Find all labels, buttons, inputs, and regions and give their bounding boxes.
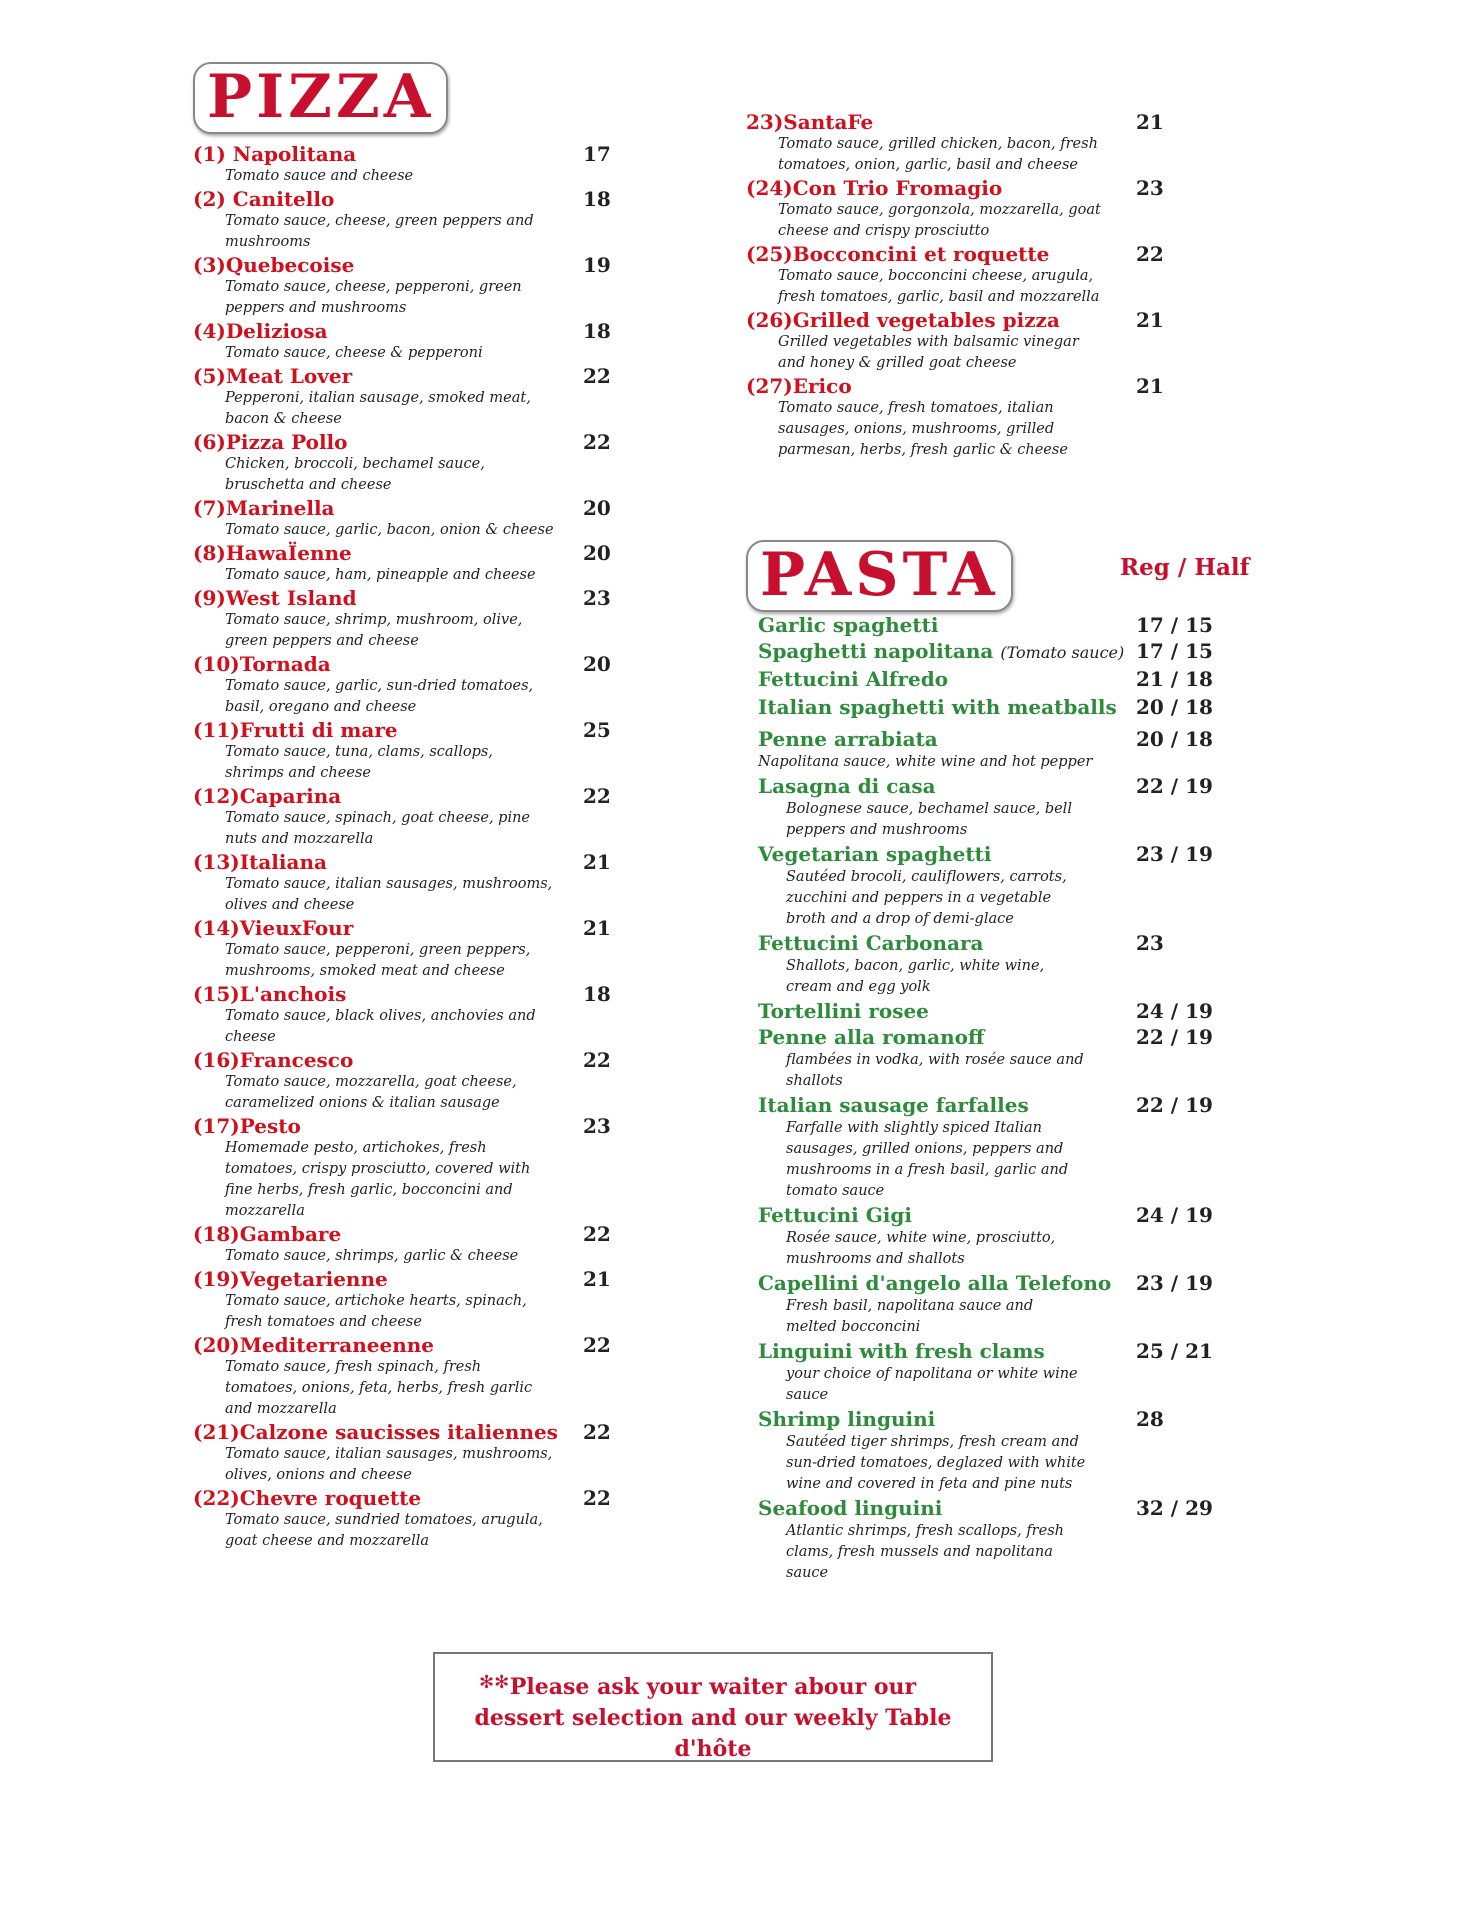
menu-item bbox=[746, 308, 1306, 374]
item-name bbox=[758, 1202, 1306, 1228]
menu-item bbox=[193, 187, 633, 253]
item-price: 22 bbox=[583, 1222, 611, 1246]
notice-line-1: Please ask your waiter abour our bbox=[509, 1674, 917, 1700]
item-name: (14)VieuxFour bbox=[193, 916, 354, 940]
item-name: (5)Meat Lover bbox=[193, 364, 353, 388]
item-price: 32 / 29 bbox=[1136, 1496, 1213, 1520]
item-price: 24 / 19 bbox=[1136, 999, 1213, 1023]
item-description: Sautéed tiger shrimps, fresh cream and sun-dried tomatoes, deglazed with white wine and covered in feta and pine nuts bbox=[786, 1434, 1086, 1492]
item-description: Tomato sauce, italian sausages, mushrooms, olives, onions and cheese bbox=[225, 1446, 553, 1483]
item-price: 24 / 19 bbox=[1136, 1203, 1213, 1227]
item-name: (22)Chevre roquette bbox=[193, 1486, 422, 1510]
item-name bbox=[758, 612, 1306, 638]
item-name-text: Penne alla romanoff bbox=[758, 1025, 985, 1049]
item-name-text: Fettucini Carbonara bbox=[758, 931, 984, 955]
item-name: (25)Bocconcini et roquette bbox=[746, 242, 1050, 266]
item-price: 22 bbox=[583, 784, 611, 808]
item-price: 19 bbox=[583, 253, 611, 277]
item-description: Tomato sauce, spinach, goat cheese, pine nuts and mozzarella bbox=[225, 810, 530, 847]
item-name-text: Tortellini rosee bbox=[758, 999, 929, 1023]
item-name bbox=[758, 998, 1306, 1024]
menu-item bbox=[746, 1092, 1306, 1202]
item-description: Rosée sauce, white wine, prosciutto, mushrooms and shallots bbox=[786, 1230, 1056, 1267]
item-name-text: Seafood linguini bbox=[758, 1496, 943, 1520]
item-description: Bolognese sauce, bechamel sauce, bell peppers and mushrooms bbox=[786, 801, 1072, 838]
item-description: Tomato sauce, tuna, clams, scallops, shrimps and cheese bbox=[225, 744, 493, 781]
menu-item bbox=[746, 1406, 1306, 1495]
menu-item bbox=[746, 612, 1306, 638]
item-name bbox=[758, 1406, 1306, 1432]
item-description: Sautéed brocoli, cauliflowers, carrots, zucchini and peppers in a vegetable broth and a drop of demi-glace bbox=[786, 869, 1067, 927]
item-name: (3)Quebecoise bbox=[193, 253, 355, 277]
menu-item bbox=[746, 930, 1306, 998]
item-price: 21 bbox=[1136, 110, 1164, 134]
item-price: 18 bbox=[583, 319, 611, 343]
item-price: 23 bbox=[583, 586, 611, 610]
item-description: Tomato sauce, ham, pineapple and cheese bbox=[225, 567, 536, 583]
item-name: (15)L'anchois bbox=[193, 982, 347, 1006]
item-description: Grilled vegetables with balsamic vinegar and honey & grilled goat cheese bbox=[778, 334, 1079, 371]
item-description: Tomato sauce, black olives, anchovies and cheese bbox=[225, 1008, 536, 1045]
item-name bbox=[758, 638, 1306, 666]
item-name-text: Fettucini Alfredo bbox=[758, 667, 949, 691]
item-name bbox=[758, 1495, 1306, 1521]
item-name: (16)Francesco bbox=[193, 1048, 354, 1072]
item-description: Pepperoni, italian sausage, smoked meat, bacon & cheese bbox=[225, 390, 531, 427]
item-name bbox=[758, 773, 1306, 799]
item-price: 23 bbox=[1136, 931, 1164, 955]
menu-item bbox=[746, 1270, 1306, 1338]
item-name-text: Lasagna di casa bbox=[758, 774, 936, 798]
item-name-text: Shrimp linguini bbox=[758, 1407, 936, 1431]
asterisk-icon: ✻✻ bbox=[479, 1672, 510, 1693]
item-price: 23 bbox=[1136, 176, 1164, 200]
item-name: (10)Tornada bbox=[193, 652, 331, 676]
menu-item bbox=[193, 253, 633, 319]
item-name: (11)Frutti di mare bbox=[193, 718, 398, 742]
item-price: 21 bbox=[1136, 374, 1164, 398]
item-description: Tomato sauce, cheese, green peppers and mushrooms bbox=[225, 213, 534, 250]
menu-item bbox=[746, 841, 1306, 930]
pasta-section bbox=[746, 540, 1306, 1584]
item-price: 18 bbox=[583, 982, 611, 1006]
item-name bbox=[758, 726, 1306, 752]
item-price: 22 / 19 bbox=[1136, 1093, 1213, 1117]
item-price: 22 / 19 bbox=[1136, 774, 1213, 798]
item-note: (Tomato sauce) bbox=[1000, 643, 1125, 662]
item-name: (17)Pesto bbox=[193, 1114, 301, 1138]
item-description: Tomato sauce, mozzarella, goat cheese, caramelized onions & italian sausage bbox=[225, 1074, 517, 1111]
item-description: Tomato sauce, sundried tomatoes, arugula, goat cheese and mozzarella bbox=[225, 1512, 543, 1549]
menu-item bbox=[193, 1222, 633, 1267]
menu-item bbox=[746, 1495, 1306, 1584]
item-name: (7)Marinella bbox=[193, 496, 335, 520]
item-price: 20 / 18 bbox=[1136, 727, 1213, 751]
reg-half-label: Reg / Half bbox=[1120, 554, 1250, 581]
item-name: (4)Deliziosa bbox=[193, 319, 328, 343]
item-name bbox=[758, 841, 1306, 867]
item-description: Atlantic shrimps, fresh scallops, fresh clams, fresh mussels and napolitana sauce bbox=[786, 1523, 1064, 1581]
item-name: (26)Grilled vegetables pizza bbox=[746, 308, 1060, 332]
item-name-text: Italian spaghetti with meatballs bbox=[758, 695, 1117, 719]
item-price: 22 bbox=[583, 1048, 611, 1072]
menu-item bbox=[746, 773, 1306, 841]
pizza-section-continued bbox=[746, 110, 1306, 461]
item-name-text: Vegetarian spaghetti bbox=[758, 842, 992, 866]
menu-item bbox=[746, 1202, 1306, 1270]
pizza-title: PIZZA bbox=[207, 62, 435, 132]
item-description: Farfalle with slightly spiced Italian sausages, grilled onions, peppers and mushrooms in a fresh basil, garlic and tomato sauce bbox=[786, 1120, 1069, 1199]
item-name bbox=[758, 1270, 1306, 1296]
menu-item bbox=[193, 319, 633, 364]
dessert-notice bbox=[433, 1652, 993, 1762]
menu-item bbox=[193, 850, 633, 916]
item-name: (27)Erico bbox=[746, 374, 852, 398]
pasta-header bbox=[746, 540, 1306, 610]
item-price: 22 bbox=[583, 430, 611, 454]
item-description: Tomato sauce, shrimp, mushroom, olive, green peppers and cheese bbox=[225, 612, 523, 649]
item-name-text: Linguini with fresh clams bbox=[758, 1339, 1045, 1363]
item-price: 20 bbox=[583, 541, 611, 565]
item-description: Napolitana sauce, white wine and hot pepper bbox=[758, 754, 1093, 770]
item-description: Tomato sauce and cheese bbox=[225, 168, 414, 184]
menu-item bbox=[746, 726, 1306, 773]
menu-item bbox=[193, 1333, 633, 1420]
item-price: 21 / 18 bbox=[1136, 667, 1213, 691]
item-price: 22 / 19 bbox=[1136, 1025, 1213, 1049]
item-description: Homemade pesto, artichokes, fresh tomatoes, crispy prosciutto, covered with fine herbs, fresh garlic, bocconcini and mozzarella bbox=[225, 1140, 531, 1219]
menu-item bbox=[193, 1267, 633, 1333]
menu-item bbox=[193, 652, 633, 718]
item-name: 23)SantaFe bbox=[746, 110, 874, 134]
menu-item bbox=[746, 666, 1306, 692]
item-name-text: Fettucini Gigi bbox=[758, 1203, 912, 1227]
item-description: Tomato sauce, artichoke hearts, spinach, fresh tomatoes and cheese bbox=[225, 1293, 527, 1330]
item-name-text: Penne arrabiata bbox=[758, 727, 938, 751]
item-name-text: Garlic spaghetti bbox=[758, 613, 939, 637]
pizza-list bbox=[193, 142, 633, 1552]
pizza-title-box bbox=[193, 62, 448, 134]
item-price: 20 / 18 bbox=[1136, 695, 1213, 719]
item-price: 23 / 19 bbox=[1136, 842, 1213, 866]
item-price: 23 bbox=[583, 1114, 611, 1138]
item-description: Tomato sauce, bocconcini cheese, arugula, fresh tomatoes, garlic, basil and mozzarella bbox=[778, 268, 1100, 305]
item-price: 17 bbox=[583, 142, 611, 166]
item-description: Tomato sauce, garlic, bacon, onion & cheese bbox=[225, 522, 554, 538]
menu-item bbox=[193, 496, 633, 541]
item-name: (2) Canitello bbox=[193, 187, 335, 211]
notice-line-2: dessert selection and our weekly Table d'hôte bbox=[474, 1705, 952, 1762]
item-description: Tomato sauce, shrimps, garlic & cheese bbox=[225, 1248, 519, 1264]
item-name bbox=[758, 666, 1306, 692]
menu-item bbox=[746, 1024, 1306, 1092]
item-price: 25 / 21 bbox=[1136, 1339, 1213, 1363]
menu-item bbox=[746, 176, 1306, 242]
item-description: Tomato sauce, fresh spinach, fresh tomatoes, onions, feta, herbs, fresh garlic and mozzarella bbox=[225, 1359, 533, 1417]
menu-item bbox=[193, 586, 633, 652]
menu-item bbox=[193, 541, 633, 586]
item-description: Tomato sauce, garlic, sun-dried tomatoes, basil, oregano and cheese bbox=[225, 678, 534, 715]
item-price: 21 bbox=[1136, 308, 1164, 332]
menu-item bbox=[193, 916, 633, 982]
item-price: 22 bbox=[583, 1333, 611, 1357]
menu-item bbox=[746, 1338, 1306, 1406]
pasta-title: PASTA bbox=[760, 540, 999, 610]
item-price: 23 / 19 bbox=[1136, 1271, 1213, 1295]
item-price: 21 bbox=[583, 916, 611, 940]
item-price: 17 / 15 bbox=[1136, 613, 1213, 637]
item-price: 22 bbox=[583, 1420, 611, 1444]
pasta-list bbox=[746, 612, 1306, 1584]
pizza-list-continued bbox=[746, 110, 1306, 461]
item-price: 17 / 15 bbox=[1136, 639, 1213, 663]
item-price: 25 bbox=[583, 718, 611, 742]
item-name: (13)Italiana bbox=[193, 850, 327, 874]
pizza-section bbox=[193, 62, 633, 1552]
item-name: (12)Caparina bbox=[193, 784, 342, 808]
menu-item bbox=[193, 718, 633, 784]
item-name bbox=[758, 1338, 1306, 1364]
item-price: 21 bbox=[583, 850, 611, 874]
item-name: (19)Vegetarienne bbox=[193, 1267, 388, 1291]
menu-item bbox=[193, 1420, 633, 1486]
item-name: (8)HawaÏenne bbox=[193, 541, 352, 565]
menu-item bbox=[746, 638, 1306, 666]
item-name: (6)Pizza Pollo bbox=[193, 430, 348, 454]
item-name bbox=[758, 1092, 1306, 1118]
item-name: (18)Gambare bbox=[193, 1222, 342, 1246]
menu-item bbox=[193, 1114, 633, 1222]
menu-item bbox=[193, 430, 633, 496]
item-name: (21)Calzone saucisses italiennes bbox=[193, 1420, 558, 1444]
item-description: Tomato sauce, cheese & pepperoni bbox=[225, 345, 483, 361]
pasta-title-box bbox=[746, 540, 1013, 612]
item-description: Chicken, broccoli, bechamel sauce, bruschetta and cheese bbox=[225, 456, 485, 493]
item-price: 22 bbox=[583, 1486, 611, 1510]
item-price: 22 bbox=[1136, 242, 1164, 266]
item-price: 28 bbox=[1136, 1407, 1164, 1431]
item-description: Tomato sauce, pepperoni, green peppers, mushrooms, smoked meat and cheese bbox=[225, 942, 531, 979]
menu-item bbox=[193, 364, 633, 430]
item-description: Fresh basil, napolitana sauce and melted bocconcini bbox=[786, 1298, 1034, 1335]
item-name bbox=[758, 1024, 1306, 1050]
item-name-text: Capellini d'angelo alla Telefono bbox=[758, 1271, 1112, 1295]
item-name: (20)Mediterraneenne bbox=[193, 1333, 434, 1357]
item-price: 20 bbox=[583, 652, 611, 676]
item-price: 20 bbox=[583, 496, 611, 520]
menu-item bbox=[193, 784, 633, 850]
item-name-text: Spaghetti napolitana bbox=[758, 639, 994, 663]
menu-item bbox=[193, 142, 633, 187]
item-description: Tomato sauce, italian sausages, mushrooms, olives and cheese bbox=[225, 876, 553, 913]
item-description: Tomato sauce, fresh tomatoes, italian sausages, onions, mushrooms, grilled parmesan, herbs, fresh garlic & cheese bbox=[778, 400, 1068, 458]
menu-item bbox=[746, 374, 1306, 461]
item-name-text: Italian sausage farfalles bbox=[758, 1093, 1029, 1117]
menu-item bbox=[746, 998, 1306, 1024]
menu-item bbox=[746, 694, 1306, 720]
menu-item bbox=[193, 982, 633, 1048]
item-name: (9)West Island bbox=[193, 586, 357, 610]
item-price: 21 bbox=[583, 1267, 611, 1291]
menu-item bbox=[746, 242, 1306, 308]
menu-item bbox=[193, 1048, 633, 1114]
item-price: 22 bbox=[583, 364, 611, 388]
item-name bbox=[758, 694, 1306, 720]
item-price: 18 bbox=[583, 187, 611, 211]
menu-item bbox=[746, 110, 1306, 176]
item-name: (1) Napolitana bbox=[193, 142, 357, 166]
item-name bbox=[758, 930, 1306, 956]
item-description: Tomato sauce, gorgonzola, mozzarella, goat cheese and crispy prosciutto bbox=[778, 202, 1101, 239]
item-description: Tomato sauce, cheese, pepperoni, green peppers and mushrooms bbox=[225, 279, 522, 316]
item-description: flambées in vodka, with rosée sauce and shallots bbox=[786, 1052, 1084, 1089]
item-description: Shallots, bacon, garlic, white wine, cream and egg yolk bbox=[786, 958, 1045, 995]
item-name: (24)Con Trio Fromagio bbox=[746, 176, 1003, 200]
item-description: your choice of napolitana or white wine sauce bbox=[786, 1366, 1078, 1403]
item-description: Tomato sauce, grilled chicken, bacon, fresh tomatoes, onion, garlic, basil and cheese bbox=[778, 136, 1098, 173]
menu-item bbox=[193, 1486, 633, 1552]
